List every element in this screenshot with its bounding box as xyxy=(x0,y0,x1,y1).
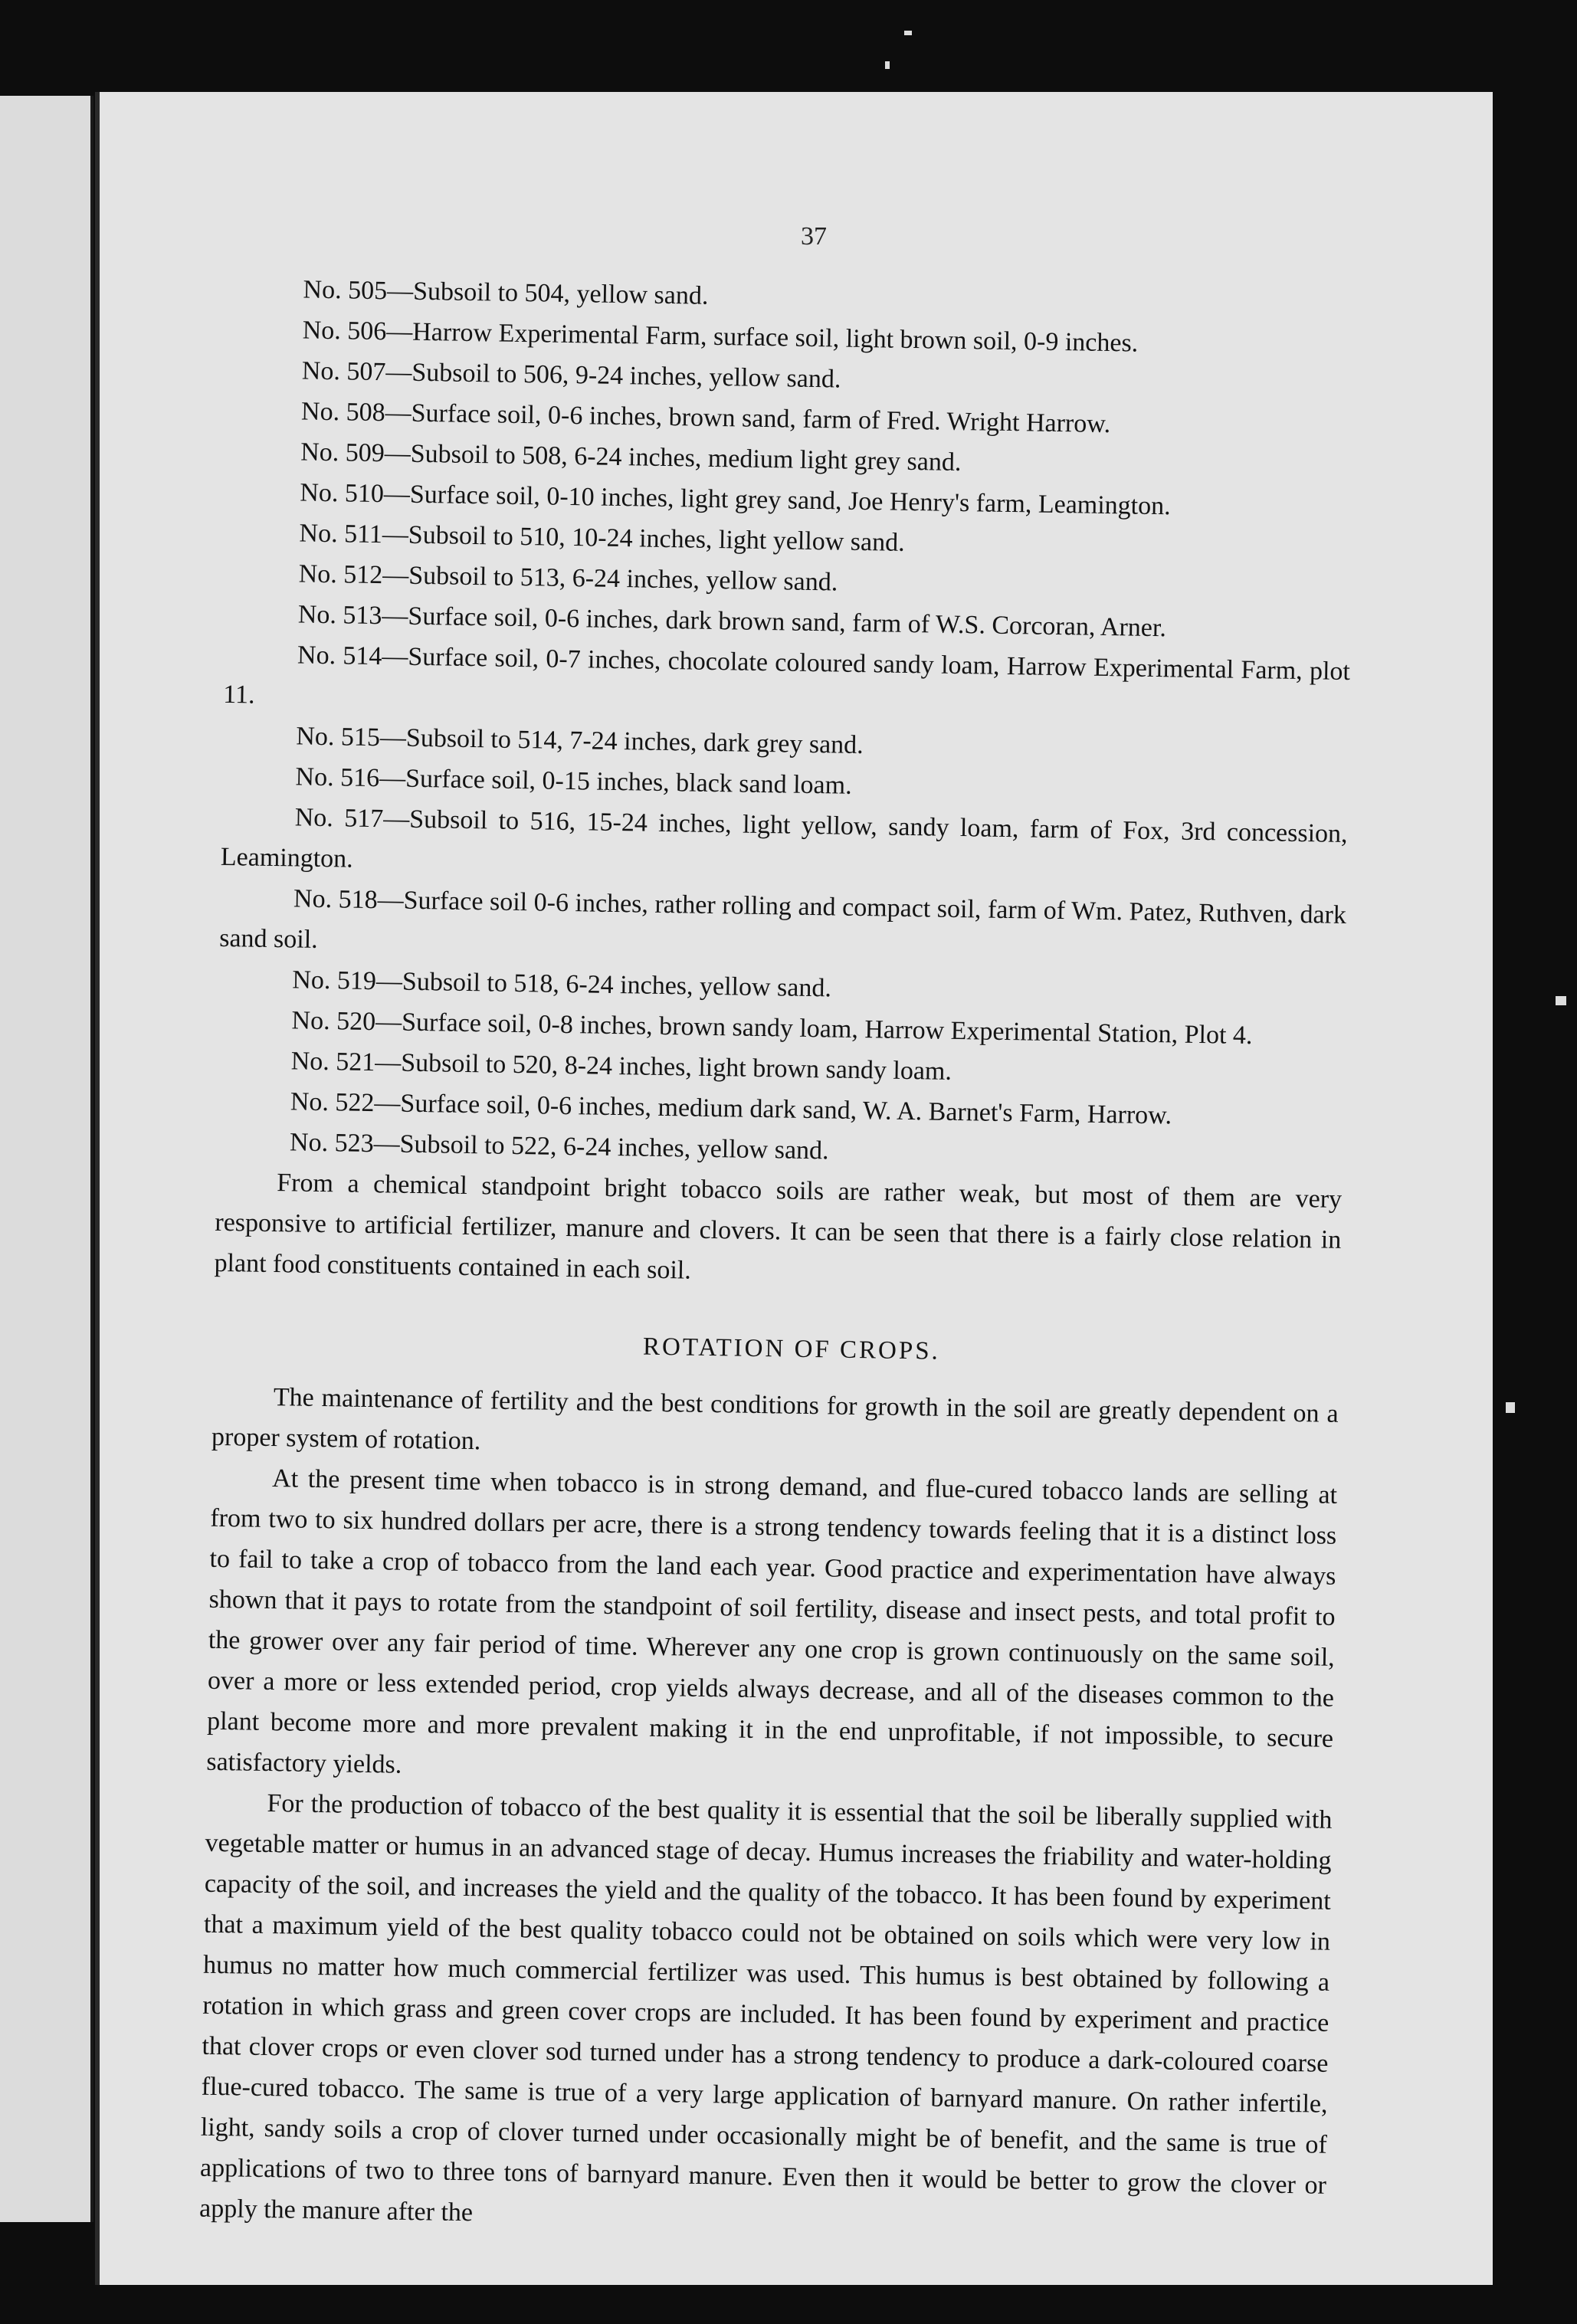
soil-sample-entry: No. 513—Surface soil, 0-6 inches, dark brown sand, farm of W.S. Corcoran, Arner. xyxy=(297,600,1167,643)
rotation-paragraph: The maintenance of fertility and the best conditions for growth in the soil are greatly dependent on a proper system of rotation. xyxy=(211,1383,1339,1456)
soil-sample-list xyxy=(216,268,1356,1179)
soil-sample-entry: No. 520—Surface soil, 0-8 inches, brown sandy loam, Harrow Experimental Station, Plot 4. xyxy=(291,1006,1253,1051)
soil-sample-entry: No. 507—Subsoil to 506, 9-24 inches, yellow sand. xyxy=(301,356,841,394)
scan-speck xyxy=(904,31,912,35)
soil-sample-entry: No. 515—Subsoil to 514, 7-24 inches, dark grey sand. xyxy=(296,722,864,760)
soil-sample-entry: No. 510—Surface soil, 0-10 inches, light grey sand, Joe Henry's farm, Leamington. xyxy=(300,478,1171,521)
soil-sample-entry: No. 522—Surface soil, 0-6 inches, medium dark sand, W. A. Barnet's Farm, Harrow. xyxy=(290,1087,1172,1130)
book-page xyxy=(95,92,1493,2285)
soil-sample-entry: No. 511—Subsoil to 510, 10-24 inches, light yellow sand. xyxy=(299,519,905,557)
soil-sample-entry: No. 519—Subsoil to 518, 6-24 inches, yellow sand. xyxy=(292,965,832,1003)
soil-sample-entry: No. 521—Subsoil to 520, 8-24 inches, light brown sandy loam. xyxy=(290,1047,952,1086)
rotation-paragraph: For the production of tobacco of the best quality it is essential that the soil be liberally supplied with vegetable matter or humus in an advanced stage of decay. Humus increases the friability and water-holding capacity of the soil, and increases the yield and the quality of the tobacco. It has been found by experiment that a maximum yield of the best quality tobacco could not be obtained on soils which were very low in humus no matter how much commercial fertilizer was used. This humus is best obtained by following a rotation in which grass and green cover crops are included. It has been found by experiment and practice that clover crops or even clover sod turned under has a strong tendency to produce a dark-coloured coarse flue-cured tobacco. The same is true of a very large application of barnyard manure. On rather infertile, light, sandy soils a crop of clover turned under occasionally might be of benefit, and the same is true of applications of two to three tons of barnyard manure. Even then it would be better to grow the clover or apply the manure after the xyxy=(198,1789,1333,2227)
soil-sample-entry: No. 523—Subsoil to 522, 6-24 inches, yellow sand. xyxy=(289,1128,829,1165)
soil-sample-entry: No. 517—Subsoil to 516, 15-24 inches, light yellow, sandy loam, farm of Fox, 3rd concession, Leamington. xyxy=(220,803,1348,874)
page-number: 37 xyxy=(801,222,827,251)
facing-page-edge xyxy=(0,96,93,2222)
soil-sample-entry: No. 518—Surface soil 0-6 inches, rather rolling and compact soil, farm of Wm. Patez, Ruthven, dark sand soil. xyxy=(218,884,1347,954)
soil-sample-entry: No. 508—Surface soil, 0-6 inches, brown sand, farm of Fred. Wright Harrow. xyxy=(300,397,1111,439)
soil-sample-entry: No. 514—Surface soil, 0-7 inches, chocolate coloured sandy loam, Harrow Experimental Farm, plot 11. xyxy=(222,641,1351,710)
scan-speck xyxy=(1556,996,1566,1005)
section-heading: ROTATION OF CROPS. xyxy=(642,1332,941,1365)
summary-paragraph: From a chemical standpoint bright tobacco soils are rather weak, but most of them are very responsive to artificial fertilizer, manure and clovers. It can be seen that there is a fairly close relation in plant food constituents contained in each soil. xyxy=(214,1169,1343,1285)
soil-sample-entry: No. 509—Subsoil to 508, 6-24 inches, medium light grey sand. xyxy=(300,438,962,477)
rotation-paragraph: At the present time when tobacco is in strong demand, and flue-cured tobacco lands are selling at from two to six hundred dollars per acre, there is a strong tendency towards feeling that it is a distinct loss to fail to take a crop of tobacco from the land each year. Good practice and experimentation have always shown that it pays to rotate from the standpoint of soil fertility, disease and insect pests, and total profit to the grower over any fair period of time. Wherever any one crop is grown continuously on the same soil, over a more or less extended period, crop yields always decrease, and all of the diseases common to the plant become more and more prevalent making it in the end unprofitable, if not impossible, to secure satisfactory yields. xyxy=(206,1464,1338,1779)
soil-sample-entry: No. 505—Subsoil to 504, yellow sand. xyxy=(303,275,709,310)
soil-sample-entry: No. 506—Harrow Experimental Farm, surface soil, light brown soil, 0-9 inches. xyxy=(302,316,1139,358)
soil-sample-entry: No. 512—Subsoil to 513, 6-24 inches, yellow sand. xyxy=(298,559,838,597)
scan-speck xyxy=(1506,1402,1515,1413)
soil-sample-entry: No. 516—Surface soil, 0-15 inches, black sand loam. xyxy=(295,762,852,800)
scan-speck xyxy=(885,61,890,69)
page-text xyxy=(199,268,1356,2247)
